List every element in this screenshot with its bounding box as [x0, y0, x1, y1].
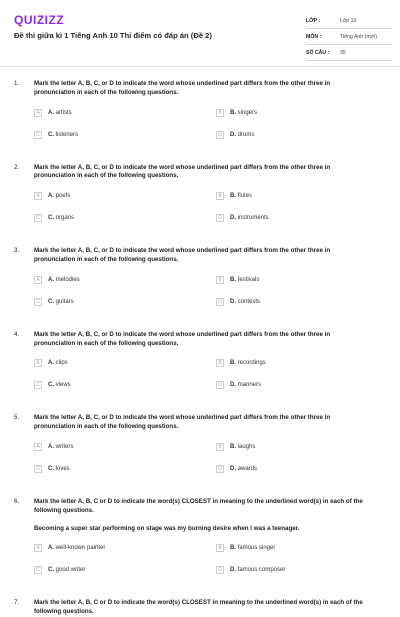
option-label: C. [48, 215, 54, 222]
answer-option[interactable] [216, 544, 364, 552]
question-prompt: Mark the letter A, B, C, or D to indicate the word whose underlined part differs from the other three in pronunciation in each of the following questions. [34, 414, 331, 431]
option-text [230, 567, 285, 573]
option-checkbox[interactable]: A [34, 276, 42, 284]
option-row [34, 131, 364, 153]
option-label: B. [230, 109, 236, 116]
option-text [48, 132, 78, 138]
option-answer: drums [237, 131, 255, 138]
option-answer: loves [55, 465, 70, 472]
answer-option[interactable] [34, 131, 216, 139]
option-label: C. [48, 382, 54, 389]
answer-option[interactable] [34, 443, 216, 451]
option-label: C. [48, 567, 54, 574]
option-text [48, 193, 70, 199]
option-text [230, 110, 257, 116]
option-checkbox[interactable]: C [34, 298, 42, 306]
option-text [48, 299, 74, 305]
answer-option[interactable] [34, 109, 216, 117]
option-text [230, 360, 266, 366]
option-text [48, 110, 72, 116]
option-answer: famous singer [237, 545, 276, 552]
option-row [34, 443, 364, 465]
meta-key: SỐ CÂU : [306, 49, 330, 56]
question-item [0, 599, 400, 617]
answer-option[interactable] [34, 566, 216, 574]
option-label: A. [48, 545, 54, 552]
option-checkbox[interactable]: C [34, 465, 42, 473]
option-label: A. [48, 360, 54, 367]
option-label: B. [230, 193, 236, 200]
option-text [48, 444, 73, 450]
option-label: C. [48, 131, 54, 138]
option-checkbox[interactable]: D [216, 214, 224, 222]
option-label: D. [230, 131, 236, 138]
option-label: C. [48, 298, 54, 305]
question-prompt: Mark the letter A, B, C or D to indicate the word(s) CLOSEST in meaning to the underlined word(s) in each of the following questions. [34, 599, 363, 616]
question-prompt: Mark the letter A, B, C, or D to indicate the word whose underlined part differs from the other three in pronunciation in each of the following questions. [34, 163, 331, 180]
option-checkbox[interactable]: A [34, 443, 42, 451]
header-divider [0, 66, 400, 67]
meta-table [306, 13, 392, 61]
option-answer: guitars [55, 298, 74, 305]
option-row [34, 381, 364, 403]
option-text [48, 382, 71, 388]
answer-option[interactable] [34, 381, 216, 389]
option-label: A. [48, 109, 54, 116]
option-label: C. [48, 465, 54, 472]
option-row [34, 214, 364, 236]
option-text [230, 466, 257, 472]
option-checkbox[interactable]: C [34, 566, 42, 574]
option-answer: laughs [237, 443, 256, 450]
answer-option[interactable] [34, 544, 216, 552]
option-answer: clips [55, 360, 68, 367]
answer-option[interactable] [216, 109, 364, 117]
answer-options [34, 544, 364, 588]
meta-row [306, 13, 392, 29]
option-label: B. [230, 545, 236, 552]
answer-option[interactable] [34, 298, 216, 306]
question-prompt: Mark the letter A, B, C, or D to indicate the word whose underlined part differs from the other three in pronunciation in each of the following questions. [34, 330, 331, 347]
question-item [0, 331, 400, 404]
answer-option[interactable] [216, 214, 364, 222]
option-label: D. [230, 465, 236, 472]
option-answer: listeners [55, 131, 79, 138]
option-text [230, 193, 252, 199]
option-answer: singers [237, 109, 258, 116]
meta-row [306, 29, 392, 45]
option-answer: well-known painter [55, 545, 106, 552]
question-item [0, 164, 400, 237]
option-checkbox[interactable]: D [216, 381, 224, 389]
answer-option[interactable] [34, 359, 216, 367]
option-checkbox[interactable]: A [34, 544, 42, 552]
question-prompt: Mark the letter A, B, C, or D to indicate the word whose underlined part differs from the other three in pronunciation in each of the following questions. [34, 247, 331, 263]
option-checkbox[interactable]: C [34, 131, 42, 139]
option-answer: flutes [237, 193, 253, 200]
answer-option[interactable] [216, 359, 364, 367]
option-label: D. [230, 215, 236, 222]
option-checkbox[interactable]: B [216, 544, 224, 552]
question-number: 4. [14, 330, 20, 338]
answer-option[interactable] [216, 566, 364, 574]
option-text [230, 277, 259, 283]
meta-row [306, 45, 392, 61]
question-number: 1. [14, 80, 20, 87]
option-checkbox[interactable]: B [216, 359, 224, 367]
option-answer: festivals [237, 276, 260, 283]
answer-options [34, 109, 364, 153]
option-checkbox[interactable]: A [34, 192, 42, 200]
answer-option[interactable] [216, 192, 364, 200]
question-prompt: Mark the letter A, B, C or D to indicate the word(s) CLOSEST in meaning to the underlined word(s) in each of the following questions. [34, 497, 363, 514]
answer-option[interactable] [34, 214, 216, 222]
option-checkbox[interactable]: A [34, 109, 42, 117]
answer-option[interactable] [34, 276, 216, 284]
option-row [34, 276, 364, 298]
option-text [48, 360, 68, 366]
option-row [34, 109, 364, 131]
option-checkbox[interactable]: B [216, 276, 224, 284]
option-text [48, 466, 70, 472]
option-checkbox[interactable]: D [216, 465, 224, 473]
option-answer: manners [237, 382, 262, 389]
meta-value: Tiếng Anh (mới) [340, 33, 377, 40]
meta-value: Lớp 10 [340, 17, 357, 24]
option-checkbox[interactable]: A [34, 359, 42, 367]
worksheet-header [0, 0, 400, 68]
question-item [0, 414, 400, 487]
option-text [48, 545, 105, 551]
answer-option[interactable] [216, 443, 364, 451]
option-text [230, 444, 255, 450]
answer-options [34, 359, 364, 403]
option-label: A. [48, 193, 54, 200]
option-checkbox[interactable]: C [34, 214, 42, 222]
option-answer: contests [237, 298, 261, 305]
question-number: 3. [14, 247, 20, 255]
option-answer: poets [55, 193, 71, 200]
question-prompt: Mark the letter A, B, C, or D to indicate the word whose underlined part differs from the other three in pronunciation in each of the following questions. [34, 80, 331, 96]
meta-key: LỚP : [306, 17, 321, 24]
option-answer: writers [55, 443, 74, 450]
option-text [230, 382, 261, 388]
question-number: 5. [14, 414, 20, 422]
question-sentence: Becoming a super star performing on stage was my burning desire when I was a teenager. [34, 524, 300, 532]
quizizz-logo: QUIZIZZ [14, 13, 65, 27]
option-label: B. [230, 276, 236, 283]
option-text [230, 132, 254, 138]
answer-option[interactable] [34, 192, 216, 200]
option-checkbox[interactable]: C [34, 381, 42, 389]
answer-option[interactable] [216, 298, 364, 306]
option-answer: melodies [55, 276, 80, 283]
answer-option[interactable] [34, 465, 216, 473]
option-answer: organs [55, 215, 75, 222]
answer-options [34, 192, 364, 236]
option-text [230, 545, 275, 551]
option-row [34, 298, 364, 320]
option-text [48, 567, 85, 573]
option-label: D. [230, 567, 236, 574]
option-row [34, 566, 364, 588]
option-checkbox[interactable]: D [216, 131, 224, 139]
option-answer: instruments [237, 215, 269, 222]
option-label: B. [230, 360, 236, 367]
option-row [34, 544, 364, 566]
questions-list [0, 80, 400, 617]
option-checkbox[interactable]: B [216, 109, 224, 117]
option-answer: artists [55, 109, 72, 116]
meta-value: 35 [340, 49, 346, 56]
question-number: 2. [14, 163, 20, 171]
option-checkbox[interactable]: D [216, 298, 224, 306]
question-number: 6. [14, 497, 20, 505]
option-row [34, 465, 364, 487]
option-label: A. [48, 443, 54, 450]
option-checkbox[interactable]: B [216, 192, 224, 200]
answer-option[interactable] [216, 276, 364, 284]
option-text [230, 215, 269, 221]
option-text [48, 215, 74, 221]
meta-key: MÔN : [306, 33, 322, 40]
option-label: D. [230, 382, 236, 389]
question-item [0, 498, 400, 588]
answer-option[interactable] [216, 465, 364, 473]
option-row [34, 192, 364, 214]
answer-options [34, 443, 364, 487]
option-label: D. [230, 298, 236, 305]
page-title: Đề thi giữa kì 1 Tiếng Anh 10 Thí điểm có đáp án (Đề 2) [14, 31, 212, 40]
option-answer: good writer [55, 567, 86, 574]
option-checkbox[interactable]: D [216, 566, 224, 574]
option-checkbox[interactable]: B [216, 443, 224, 451]
option-answer: awards [237, 465, 258, 472]
question-item [0, 80, 400, 153]
option-label: A. [48, 276, 54, 283]
question-item [0, 247, 400, 320]
answer-option[interactable] [216, 131, 364, 139]
option-answer: views [55, 382, 71, 389]
option-text [48, 277, 80, 283]
option-answer: famous composer [237, 567, 286, 574]
option-row [34, 359, 364, 381]
option-label: B. [230, 443, 236, 450]
answer-options [34, 276, 364, 320]
question-number: 7. [14, 599, 20, 607]
answer-option[interactable] [216, 381, 364, 389]
option-answer: recordings [237, 360, 266, 367]
option-text [230, 299, 260, 305]
